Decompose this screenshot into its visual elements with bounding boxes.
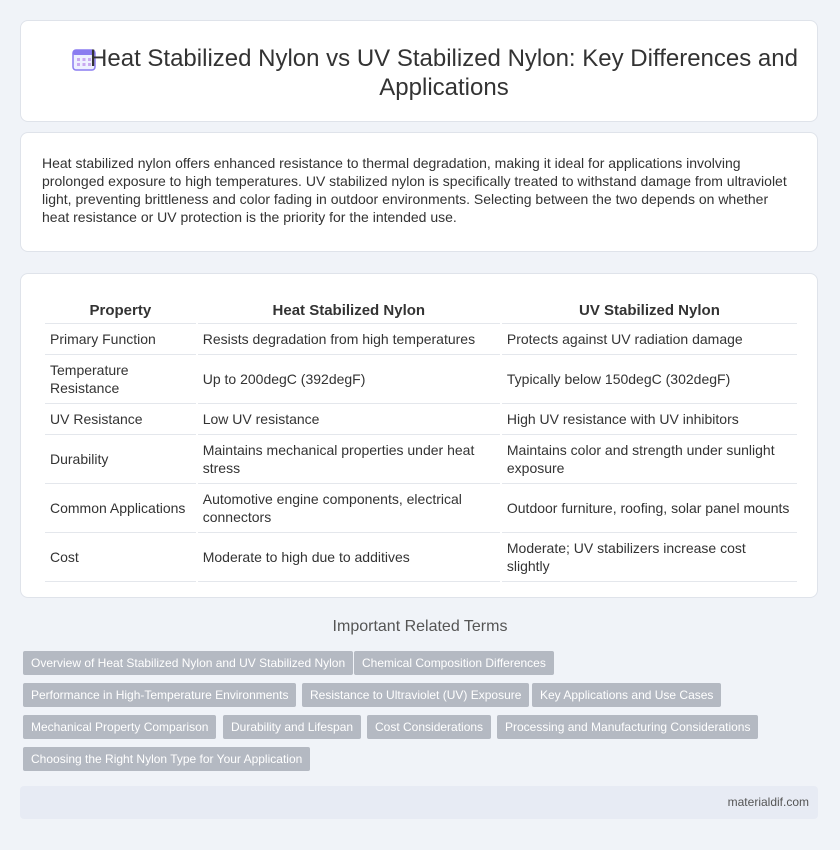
table-cell: High UV resistance with UV inhibitors (502, 404, 797, 435)
intro-card (20, 132, 818, 252)
table-cell: Protects against UV radiation damage (502, 324, 797, 355)
tag-processing[interactable]: Processing and Manufacturing Considerations (497, 715, 758, 739)
intro-text: Heat stabilized nylon offers enhanced resistance to thermal degradation, making it ideal for applications involving prolonged exposure to high temperatures. UV stabilized nylon is specifically treated to withstand damage from ultraviolet light, preventing brittleness and color fading in outdoor environments. Selecting between the two depends on whether heat resistance or UV protection is the priority for the intended use. (42, 155, 787, 225)
tag-high-temperature[interactable]: Performance in High-Temperature Environments (23, 683, 296, 707)
tag-choosing[interactable]: Choosing the Right Nylon Type for Your Application (23, 747, 310, 771)
table-cell: Up to 200degC (392degF) (198, 355, 500, 404)
footer-site[interactable]: materialdif.com (727, 795, 809, 809)
header-card (20, 20, 818, 122)
table-cell: Maintains color and strength under sunlight exposure (502, 435, 797, 484)
tag-uv-exposure[interactable]: Resistance to Ultraviolet (UV) Exposure (302, 683, 529, 707)
table-header-row (45, 294, 797, 324)
table-cell: Automotive engine components, electrical connectors (198, 484, 500, 533)
header-property: Property (45, 294, 196, 324)
table-cell: Cost (45, 533, 196, 582)
comparison-table (43, 294, 799, 582)
table-cell: Moderate; UV stabilizers increase cost slightly (502, 533, 797, 582)
page-title: Heat Stabilized Nylon vs UV Stabilized Nylon: Key Differences and Applications (90, 45, 798, 101)
table-cell: Maintains mechanical properties under heat stress (198, 435, 500, 484)
tag-mechanical-comparison[interactable]: Mechanical Property Comparison (23, 715, 216, 739)
table-cell: Resists degradation from high temperatures (198, 324, 500, 355)
table-row (45, 324, 797, 355)
table-cell: UV Resistance (45, 404, 196, 435)
table-cell: Outdoor furniture, roofing, solar panel mounts (502, 484, 797, 533)
header-heat: Heat Stabilized Nylon (198, 294, 500, 324)
table-row (45, 533, 797, 582)
related-terms-title: Important Related Terms (332, 618, 508, 635)
tag-durability[interactable]: Durability and Lifespan (223, 715, 361, 739)
tag-chemical-composition[interactable]: Chemical Composition Differences (354, 651, 554, 675)
table-row (45, 355, 797, 404)
tag-cost[interactable]: Cost Considerations (367, 715, 491, 739)
table-row (45, 435, 797, 484)
comparison-card (20, 273, 818, 598)
table-row (45, 404, 797, 435)
footer (20, 786, 818, 819)
tag-applications[interactable]: Key Applications and Use Cases (532, 683, 721, 707)
table-cell: Common Applications (45, 484, 196, 533)
tag-overview[interactable]: Overview of Heat Stabilized Nylon and UV Stabilized Nylon (23, 651, 353, 675)
table-cell: Moderate to high due to additives (198, 533, 500, 582)
table-cell: Primary Function (45, 324, 196, 355)
table-cell: Temperature Resistance (45, 355, 196, 404)
table-cell: Typically below 150degC (302degF) (502, 355, 797, 404)
table-cell: Durability (45, 435, 196, 484)
table-cell: Low UV resistance (198, 404, 500, 435)
table-row (45, 484, 797, 533)
header-uv: UV Stabilized Nylon (502, 294, 797, 324)
